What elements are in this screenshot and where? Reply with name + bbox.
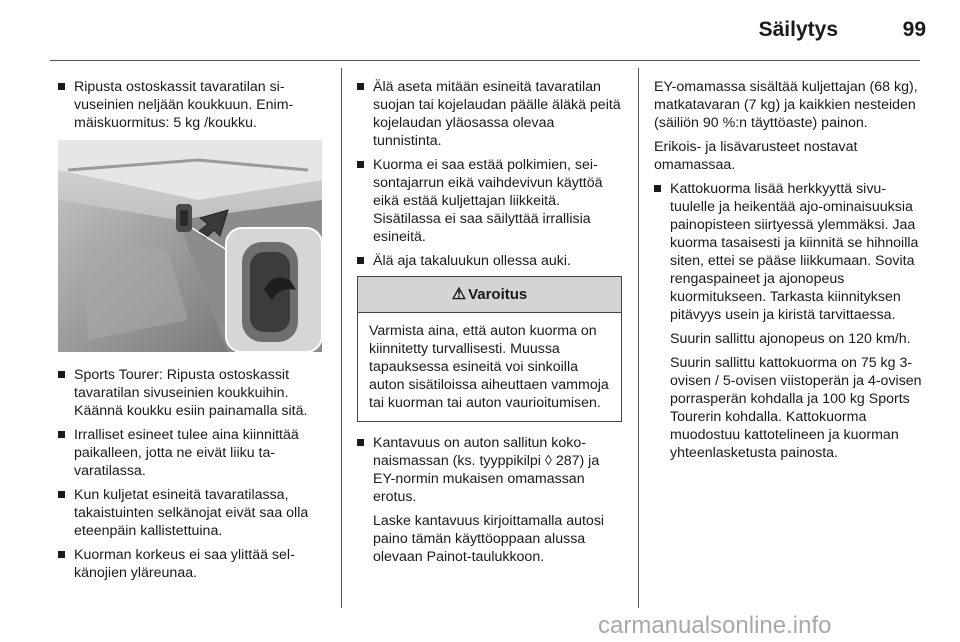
- bullet-item: Kun kuljetat esineitä tavaratilassa, takaistuinten selkänojat eivät saa olla eteenpäin kallistettuina.: [58, 486, 328, 540]
- page-number: 99: [902, 18, 926, 41]
- warning-header: [358, 277, 621, 313]
- cargo-hook-image: [58, 140, 322, 352]
- bullet-item: Kuorma ei saa estää polkimien, seisontajarrun eikä vaihdevivun käyttöä eikä estää kuljettajan liikkeitä. Sisätilassa ei saa säilyttää irrallisia esineitä.: [357, 156, 622, 246]
- header-divider: [50, 60, 920, 61]
- page-title: Säilytys: [758, 18, 838, 41]
- column-2: [357, 78, 622, 572]
- bullet-item: Älä aja takaluukun ollessa auki.: [357, 252, 622, 270]
- warning-title: Varoitus: [468, 286, 528, 303]
- bullet-item: Kantavuus on auton sallitun kokonaismassan (ks. tyyppikilpi ◊ 287) ja EY-normin mukaisen omamassan erotus.: [357, 434, 622, 506]
- column-1: [58, 78, 328, 588]
- paragraph: Suurin sallittu kattokuorma on 75 kg 3-ovisen / 5-ovisen viistoperän ja 4-ovisen porrasperän kohdalla ja 100 kg Sports Tourerin kohdalla. Kattokuorma muodostuu kattotelineen ja kuorman yhteenlasketusta painosta.: [670, 355, 922, 461]
- bullet-item: Kattokuorma lisää herkkyyttä sivutuulelle ja heikentää ajo-ominaisuuksia painopisteen siirtyessä ylemmäksi. Jaa kuorma tasaisesti ja kiinnitä se hihnoilla siten, ettei se pääse liikkumaan. Sovita rengaspaineet ja ajonopeus kuormitukseen. Tarkasta kiinnityksen pitävyys usein ja kiristä tarvittaessa.: [654, 180, 922, 324]
- cargo-hook-illustration: [58, 140, 322, 352]
- bullet-item: Irralliset esineet tulee aina kiinnittää paikalleen, jotta ne eivät liiku tavaratilassa.: [58, 426, 328, 480]
- warning-triangle-icon: ⚠: [451, 286, 467, 303]
- paragraph: Erikois- ja lisävarusteet nostavat omamassaa.: [654, 139, 858, 173]
- paragraph: Laske kantavuus kirjoittamalla autosi paino tämän käyttöoppaan alussa olevaan Painot-taulukkoon.: [373, 513, 605, 565]
- page-header: [0, 0, 960, 60]
- bullet-item: Sports Tourer: Ripusta ostoskassit tavaratilan sivuseinien koukkuihin. Käännä koukku esiin painamalla sitä.: [58, 366, 328, 420]
- watermark-text: carmanualsonline.info: [598, 612, 832, 639]
- column-divider-1: [341, 68, 342, 608]
- bullet-item: Kuorman korkeus ei saa ylittää selkänojien yläreunaa.: [58, 546, 328, 582]
- column-divider-2: [638, 68, 639, 608]
- bullet-item: Älä aseta mitään esineitä tavaratilan suojan tai kojelaudan päälle äläkä peitä kojelaudan yläosassa olevaa tunnistinta.: [357, 78, 622, 150]
- warning-box: [357, 276, 622, 422]
- bullet-item: Ripusta ostoskassit tavaratilan sivuseinien neljään koukkuun. Enimmäiskuormitus: 5 kg /koukku.: [58, 78, 328, 132]
- column-3: [654, 78, 922, 468]
- warning-text: Varmista aina, että auton kuorma on kiinnitetty turvallisesti. Muussa tapauksessa esineitä voi sinkoilla auton sisätiloissa aiheuttaen vammoja tai kuorman tai auton vaurioitumisen.: [369, 323, 609, 411]
- paragraph: EY-omamassa sisältää kuljettajan (68 kg), matkatavaran (7 kg) ja kaikkien nesteiden (säiliön 90 %:n täyttöaste) painon.: [654, 79, 918, 131]
- paragraph: Suurin sallittu ajonopeus on 120 km/h.: [670, 331, 911, 347]
